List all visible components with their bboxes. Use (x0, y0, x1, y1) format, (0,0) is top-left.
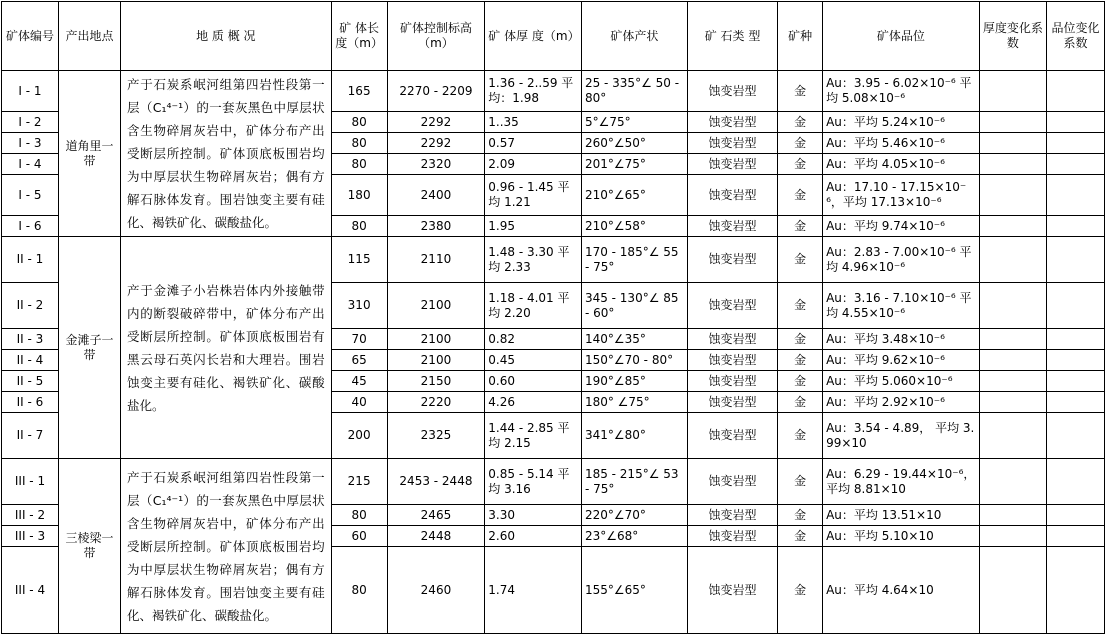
grade-cell: Au：平均 3.48×10⁻⁶ (823, 329, 980, 350)
grade-coef-cell (1046, 71, 1104, 112)
header-length: 矿 体长 度（m） (331, 2, 387, 71)
thickness-coef-cell (979, 547, 1046, 634)
mineral-cell: 金 (778, 526, 823, 547)
grade-cell: Au：平均 2.92×10⁻⁶ (823, 392, 980, 413)
attitude-cell: 185 - 215°∠ 53 - 75° (581, 459, 687, 505)
attitude-cell: 140°∠35° (581, 329, 687, 350)
length-cell: 165 (331, 71, 387, 112)
thickness-cell: 0.57 (485, 133, 582, 154)
header-attitude: 矿体产状 (581, 2, 687, 71)
length-cell: 60 (331, 526, 387, 547)
ore-body-table (1, 1, 1105, 634)
mineral-cell: 金 (778, 413, 823, 459)
ore-body-id-cell: I - 6 (2, 216, 59, 237)
thickness-cell: 1.74 (485, 547, 582, 634)
attitude-cell: 25 - 335°∠ 50 - 80° (581, 71, 687, 112)
length-cell: 80 (331, 505, 387, 526)
attitude-cell: 210°∠65° (581, 175, 687, 216)
length-cell: 65 (331, 350, 387, 371)
thickness-cell: 4.26 (485, 392, 582, 413)
thickness-coef-cell (979, 71, 1046, 112)
header-id: 矿体编号 (2, 2, 59, 71)
thickness-cell: 0.60 (485, 371, 582, 392)
header-thickness: 矿 体厚 度（m） (485, 2, 582, 71)
ore-body-id-cell: I - 2 (2, 112, 59, 133)
thickness-cell: 1.36 - 2..59 平均：1.98 (485, 71, 582, 112)
elevation-cell: 2100 (387, 350, 485, 371)
ore-body-id-cell: I - 4 (2, 154, 59, 175)
grade-coef-cell (1046, 154, 1104, 175)
grade-coef-cell (1046, 175, 1104, 216)
thickness-coef-cell (979, 216, 1046, 237)
ore-body-id-cell: III - 1 (2, 459, 59, 505)
elevation-cell: 2320 (387, 154, 485, 175)
ore-body-id-cell: III - 4 (2, 547, 59, 634)
thickness-coef-cell (979, 112, 1046, 133)
grade-coef-cell (1046, 547, 1104, 634)
length-cell: 115 (331, 237, 387, 283)
elevation-cell: 2380 (387, 216, 485, 237)
header-ore-type: 矿 石类 型 (687, 2, 778, 71)
grade-cell: Au：平均 9.74×10⁻⁶ (823, 216, 980, 237)
mineral-cell: 金 (778, 350, 823, 371)
ore-body-id-cell: II - 6 (2, 392, 59, 413)
elevation-cell: 2220 (387, 392, 485, 413)
header-location: 产出地点 (58, 2, 120, 71)
elevation-cell: 2110 (387, 237, 485, 283)
location-cell: 金滩子一带 (58, 237, 120, 459)
grade-cell: Au：平均 9.62×10⁻⁶ (823, 350, 980, 371)
thickness-coef-cell (979, 329, 1046, 350)
mineral-cell: 金 (778, 392, 823, 413)
mineral-cell: 金 (778, 459, 823, 505)
ore-body-id-cell: I - 1 (2, 71, 59, 112)
grade-coef-cell (1046, 237, 1104, 283)
length-cell: 45 (331, 371, 387, 392)
attitude-cell: 210°∠58° (581, 216, 687, 237)
thickness-cell: 1.18 - 4.01 平均 2.20 (485, 283, 582, 329)
ore-body-id-cell: III - 2 (2, 505, 59, 526)
grade-coef-cell (1046, 112, 1104, 133)
grade-cell: Au：17.10 - 17.15×10⁻⁶，平均 17.13×10⁻⁶ (823, 175, 980, 216)
ore-body-id-cell: II - 4 (2, 350, 59, 371)
ore-body-id-cell: II - 7 (2, 413, 59, 459)
ore-type-cell: 蚀变岩型 (687, 71, 778, 112)
elevation-cell: 2292 (387, 133, 485, 154)
location-cell: 三棱梁一带 (58, 459, 120, 634)
mineral-cell: 金 (778, 329, 823, 350)
length-cell: 80 (331, 216, 387, 237)
thickness-cell: 0.96 - 1.45 平均 1.21 (485, 175, 582, 216)
thickness-coef-cell (979, 175, 1046, 216)
ore-type-cell: 蚀变岩型 (687, 216, 778, 237)
mineral-cell: 金 (778, 371, 823, 392)
elevation-cell: 2292 (387, 112, 485, 133)
thickness-coef-cell (979, 237, 1046, 283)
ore-type-cell: 蚀变岩型 (687, 329, 778, 350)
grade-cell: Au：3.95 - 6.02×10⁻⁶ 平均 5.08×10⁻⁶ (823, 71, 980, 112)
elevation-cell: 2100 (387, 329, 485, 350)
mineral-cell: 金 (778, 175, 823, 216)
ore-body-id-cell: II - 3 (2, 329, 59, 350)
thickness-cell: 1.95 (485, 216, 582, 237)
grade-cell: Au：平均 5.10×10 (823, 526, 980, 547)
grade-coef-cell (1046, 329, 1104, 350)
mineral-cell: 金 (778, 283, 823, 329)
grade-coef-cell (1046, 413, 1104, 459)
mineral-cell: 金 (778, 154, 823, 175)
elevation-cell: 2270 - 2209 (387, 71, 485, 112)
grade-coef-cell (1046, 505, 1104, 526)
attitude-cell: 5°∠75° (581, 112, 687, 133)
ore-body-id-cell: II - 2 (2, 283, 59, 329)
grade-cell: Au：平均 13.51×10 (823, 505, 980, 526)
attitude-cell: 260°∠50° (581, 133, 687, 154)
thickness-cell: 2.60 (485, 526, 582, 547)
grade-coef-cell (1046, 216, 1104, 237)
header-grade: 矿体品位 (823, 2, 980, 71)
ore-type-cell: 蚀变岩型 (687, 526, 778, 547)
attitude-cell: 341°∠80° (581, 413, 687, 459)
attitude-cell: 201°∠75° (581, 154, 687, 175)
ore-type-cell: 蚀变岩型 (687, 413, 778, 459)
ore-type-cell: 蚀变岩型 (687, 371, 778, 392)
attitude-cell: 170 - 185°∠ 55 - 75° (581, 237, 687, 283)
mineral-cell: 金 (778, 505, 823, 526)
header-grade-coef: 品位变化系数 (1046, 2, 1104, 71)
ore-type-cell: 蚀变岩型 (687, 175, 778, 216)
thickness-coef-cell (979, 505, 1046, 526)
ore-type-cell: 蚀变岩型 (687, 505, 778, 526)
grade-coef-cell (1046, 526, 1104, 547)
ore-body-id-cell: II - 5 (2, 371, 59, 392)
ore-type-cell: 蚀变岩型 (687, 547, 778, 634)
location-cell: 道角里一带 (58, 71, 120, 237)
grade-cell: Au：平均 5.060×10⁻⁶ (823, 371, 980, 392)
grade-cell: Au：平均 4.05×10⁻⁶ (823, 154, 980, 175)
grade-cell: Au：平均 5.46×10⁻⁶ (823, 133, 980, 154)
length-cell: 70 (331, 329, 387, 350)
length-cell: 310 (331, 283, 387, 329)
thickness-coef-cell (979, 413, 1046, 459)
length-cell: 80 (331, 112, 387, 133)
thickness-cell: 1.44 - 2.85 平均 2.15 (485, 413, 582, 459)
grade-coef-cell (1046, 392, 1104, 413)
elevation-cell: 2400 (387, 175, 485, 216)
mineral-cell: 金 (778, 112, 823, 133)
grade-coef-cell (1046, 133, 1104, 154)
grade-coef-cell (1046, 350, 1104, 371)
length-cell: 40 (331, 392, 387, 413)
mineral-cell: 金 (778, 547, 823, 634)
grade-cell: Au：平均 4.64×10 (823, 547, 980, 634)
ore-type-cell: 蚀变岩型 (687, 459, 778, 505)
thickness-coef-cell (979, 283, 1046, 329)
ore-type-cell: 蚀变岩型 (687, 283, 778, 329)
grade-cell: Au：6.29 - 19.44×10⁻⁶， 平均 8.81×10 (823, 459, 980, 505)
ore-type-cell: 蚀变岩型 (687, 350, 778, 371)
header-mineral: 矿种 (778, 2, 823, 71)
mineral-cell: 金 (778, 237, 823, 283)
thickness-cell: 0.85 - 5.14 平均 3.16 (485, 459, 582, 505)
length-cell: 200 (331, 413, 387, 459)
elevation-cell: 2453 - 2448 (387, 459, 485, 505)
mineral-cell: 金 (778, 71, 823, 112)
attitude-cell: 180° ∠75° (581, 392, 687, 413)
elevation-cell: 2448 (387, 526, 485, 547)
grade-coef-cell (1046, 283, 1104, 329)
thickness-coef-cell (979, 154, 1046, 175)
grade-coef-cell (1046, 371, 1104, 392)
header-geology: 地 质 概 况 (121, 2, 332, 71)
attitude-cell: 190°∠85° (581, 371, 687, 392)
thickness-coef-cell (979, 350, 1046, 371)
header-elevation: 矿体控制标高（m） (387, 2, 485, 71)
grade-coef-cell (1046, 459, 1104, 505)
length-cell: 180 (331, 175, 387, 216)
attitude-cell: 220°∠70° (581, 505, 687, 526)
attitude-cell: 155°∠65° (581, 547, 687, 634)
grade-cell: Au：平均 5.24×10⁻⁶ (823, 112, 980, 133)
elevation-cell: 2100 (387, 283, 485, 329)
thickness-cell: 2.09 (485, 154, 582, 175)
thickness-cell: 1..35 (485, 112, 582, 133)
length-cell: 215 (331, 459, 387, 505)
length-cell: 80 (331, 547, 387, 634)
length-cell: 80 (331, 133, 387, 154)
thickness-coef-cell (979, 371, 1046, 392)
mineral-cell: 金 (778, 216, 823, 237)
thickness-coef-cell (979, 392, 1046, 413)
elevation-cell: 2460 (387, 547, 485, 634)
elevation-cell: 2325 (387, 413, 485, 459)
thickness-coef-cell (979, 133, 1046, 154)
grade-cell: Au：3.54 - 4.89， 平均 3.99×10 (823, 413, 980, 459)
ore-body-id-cell: I - 5 (2, 175, 59, 216)
thickness-cell: 0.45 (485, 350, 582, 371)
thickness-coef-cell (979, 526, 1046, 547)
ore-body-id-cell: I - 3 (2, 133, 59, 154)
grade-cell: Au：2.83 - 7.00×10⁻⁶ 平均 4.96×10⁻⁶ (823, 237, 980, 283)
table-row (2, 71, 1105, 112)
ore-body-id-cell: II - 1 (2, 237, 59, 283)
header-thickness-coef: 厚度变化系数 (979, 2, 1046, 71)
geology-description-cell: 产于石炭系岷河组第四岩性段第一层（C₁⁴⁻¹）的一套灰黑色中厚层状含生物碎屑灰岩中，矿体分布产出受断层所控制。矿体顶底板围岩均为中厚层状生物碎屑灰岩；偶有方解石脉体发育。围岩蚀变主要有硅化、褐铁矿化、碳酸盐化。 (121, 71, 332, 237)
elevation-cell: 2465 (387, 505, 485, 526)
ore-body-id-cell: III - 3 (2, 526, 59, 547)
table-row (2, 459, 1105, 505)
thickness-coef-cell (979, 459, 1046, 505)
ore-type-cell: 蚀变岩型 (687, 112, 778, 133)
grade-cell: Au：3.16 - 7.10×10⁻⁶ 平均 4.55×10⁻⁶ (823, 283, 980, 329)
thickness-cell: 0.82 (485, 329, 582, 350)
ore-type-cell: 蚀变岩型 (687, 154, 778, 175)
table-body (2, 71, 1105, 634)
attitude-cell: 345 - 130°∠ 85 - 60° (581, 283, 687, 329)
elevation-cell: 2150 (387, 371, 485, 392)
thickness-cell: 1.48 - 3.30 平均 2.33 (485, 237, 582, 283)
attitude-cell: 150°∠70 - 80° (581, 350, 687, 371)
geology-description-cell: 产于金滩子小岩株岩体内外接触带内的断裂破碎带中，矿体分布产出受断层所控制。矿体顶底板围岩有黑云母石英闪长岩和大理岩。围岩蚀变主要有硅化、褐铁矿化、碳酸盐化。 (121, 237, 332, 459)
length-cell: 80 (331, 154, 387, 175)
geology-description-cell: 产于石炭系岷河组第四岩性段第一层（C₁⁴⁻¹）的一套灰黑色中厚层状含生物碎屑灰岩中，矿体分布产出受断层所控制。矿体顶底板围岩均为中厚层状生物碎屑灰岩；偶有方解石脉体发育。围岩蚀变主要有硅化、褐铁矿化、碳酸盐化。 (121, 459, 332, 634)
ore-type-cell: 蚀变岩型 (687, 237, 778, 283)
table-row (2, 237, 1105, 283)
thickness-cell: 3.30 (485, 505, 582, 526)
attitude-cell: 23°∠68° (581, 526, 687, 547)
mineral-cell: 金 (778, 133, 823, 154)
ore-type-cell: 蚀变岩型 (687, 392, 778, 413)
ore-type-cell: 蚀变岩型 (687, 133, 778, 154)
